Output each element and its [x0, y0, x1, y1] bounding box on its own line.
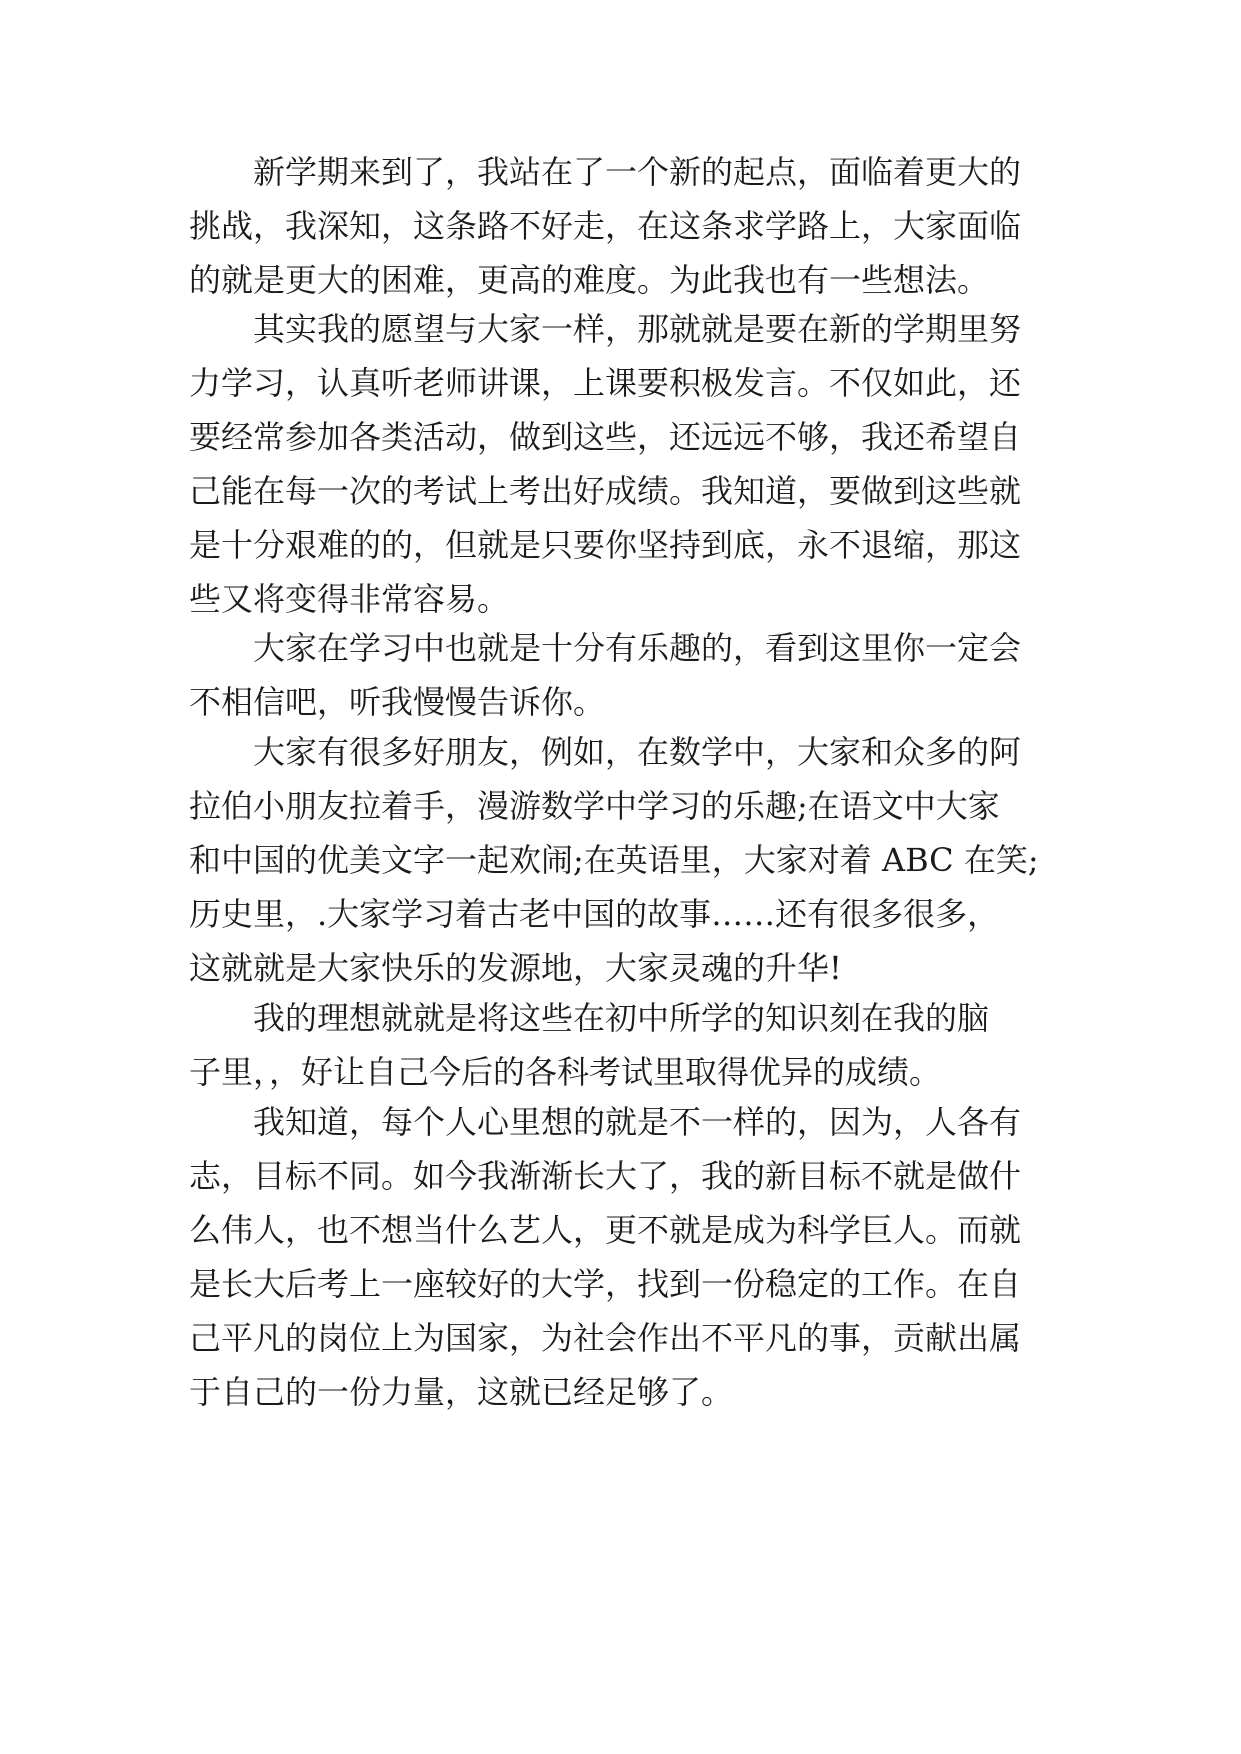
- paragraph-6-line-6: 于自己的一份力量，这就已经足够了。: [189, 1373, 734, 1411]
- paragraph-4-line-1: 大家有很多好朋友，例如，在数学中，大家和众多的阿: [189, 733, 1022, 771]
- paragraph-2-line-4: 己能在每一次的考试上考出好成绩。我知道，要做到这些就: [189, 472, 1022, 510]
- paragraph-6-line-2: 志，目标不同。如今我渐渐长大了，我的新目标不就是做什: [189, 1157, 1022, 1195]
- paragraph-4-line-5: 这就就是大家快乐的发源地，大家灵魂的升华!: [189, 949, 842, 987]
- paragraph-2-line-3: 要经常参加各类活动，做到这些，还远远不够，我还希望自: [189, 418, 1022, 456]
- paragraph-1-line-1: 新学期来到了，我站在了一个新的起点，面临着更大的: [189, 153, 1022, 191]
- paragraph-2-line-6: 些又将变得非常容易。: [189, 580, 510, 618]
- paragraph-6-line-4: 是长大后考上一座较好的大学，找到一份稳定的工作。在自: [189, 1265, 1022, 1303]
- paragraph-4-line-4: 历史里，.大家学习着古老中国的故事……还有很多很多，: [189, 895, 1000, 933]
- paragraph-6-line-1: 我知道，每个人心里想的就是不一样的，因为，人各有: [189, 1103, 1022, 1141]
- paragraph-1-line-2: 挑战，我深知，这条路不好走，在这条求学路上，大家面临: [189, 207, 1022, 245]
- paragraph-2-line-5: 是十分艰难的的，但就是只要你坚持到底，永不退缩，那这: [189, 526, 1022, 564]
- paragraph-2-line-2: 力学习，认真听老师讲课，上课要积极发言。不仅如此，还: [189, 364, 1022, 402]
- paragraph-3-line-2: 不相信吧，听我慢慢告诉你。: [189, 683, 606, 721]
- paragraph-4-line-3: 和中国的优美文字一起欢闹;在英语里，大家对着 ABC 在笑;: [189, 841, 1039, 879]
- paragraph-3-line-1: 大家在学习中也就是十分有乐趣的，看到这里你一定会: [189, 629, 1022, 667]
- paragraph-5-line-2: 子里，，好让自己今后的各科考试里取得优异的成绩。: [189, 1053, 942, 1091]
- paragraph-2-line-1: 其实我的愿望与大家一样，那就就是要在新的学期里努: [189, 310, 1022, 348]
- paragraph-6-line-3: 么伟人，也不想当什么艺人，更不就是成为科学巨人。而就: [189, 1211, 1022, 1249]
- paragraph-6-line-5: 己平凡的岗位上为国家，为社会作出不平凡的事，贡献出属: [189, 1319, 1022, 1357]
- paragraph-4-line-2: 拉伯小朋友拉着手，漫游数学中学习的乐趣;在语文中大家: [189, 787, 1000, 825]
- paragraph-1-line-3: 的就是更大的困难，更高的难度。为此我也有一些想法。: [189, 261, 990, 299]
- paragraph-5-line-1: 我的理想就就是将这些在初中所学的知识刻在我的脑: [189, 999, 990, 1037]
